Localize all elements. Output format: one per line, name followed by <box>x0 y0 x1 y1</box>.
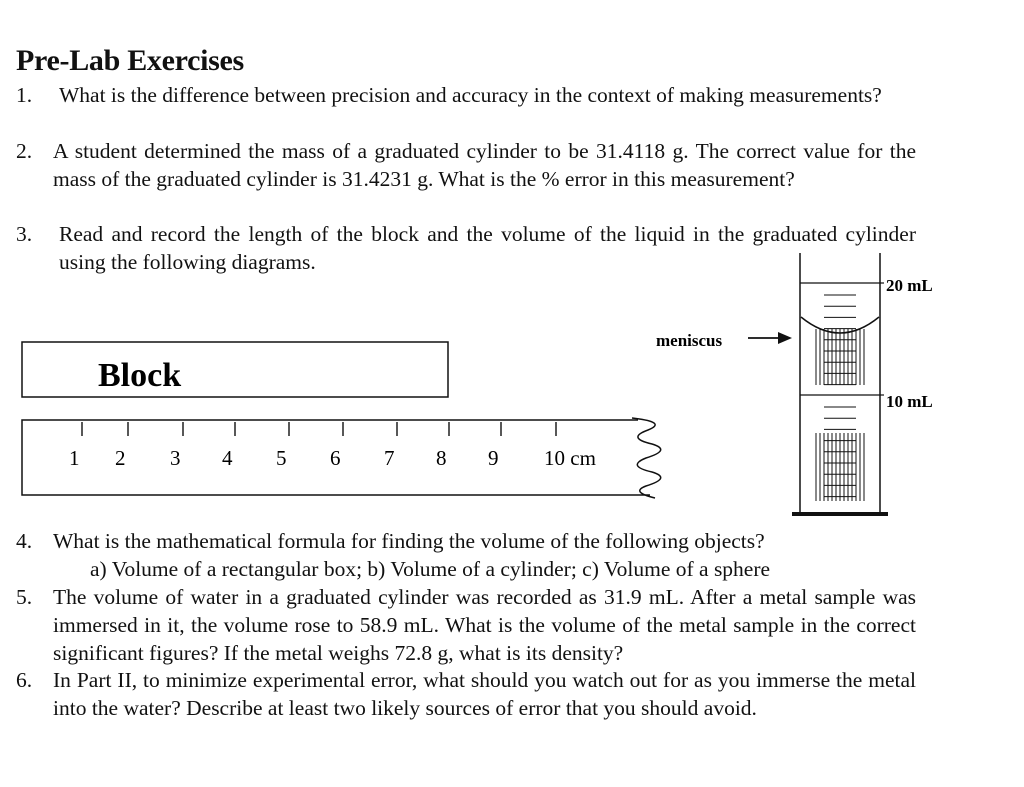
question-text: A student determined the mass of a graduated cylinder to be 31.4118 g. The correct value for the mass of the graduated cylinder is 31.4231 g. What is the % error in this measurement? <box>53 139 916 191</box>
meniscus-label: meniscus <box>656 331 723 350</box>
question-text: Read and record the length of the block and the volume of the liquid in the graduated cylinder using the following diagrams. <box>59 222 916 274</box>
question-4 <box>16 527 916 555</box>
ruler-tick-label: 6 <box>330 446 341 470</box>
ruler-tick-label: 1 <box>69 446 80 470</box>
question-number: 2. <box>16 139 33 163</box>
question-2 <box>16 137 916 193</box>
ruler-tick-label: 8 <box>436 446 447 470</box>
question-text: The volume of water in a graduated cylinder was recorded as 31.9 mL. After a metal sample was immersed in it, the volume rose to 58.9 mL. What is the volume of the metal sample in the correct significant figures? If the metal weighs 72.8 g, what is its density? <box>53 585 916 665</box>
volume-label-20ml: 20 mL <box>886 276 933 295</box>
question-number: 4. <box>16 529 33 553</box>
ruler-tick-label: 3 <box>170 446 181 470</box>
block-shape <box>22 342 448 397</box>
question-number: 3. <box>16 222 33 246</box>
question-number: 5. <box>16 585 33 609</box>
volume-label-10ml: 10 mL <box>886 392 933 411</box>
ruler-tick-label: 2 <box>115 446 126 470</box>
ruler-tick-label: 5 <box>276 446 287 470</box>
question-text: In Part II, to minimize experimental error, what should you watch out for as you immerse the metal into the water? Describe at least two likely sources of error that you should avoid. <box>53 668 916 720</box>
ruler-tick-label: 9 <box>488 446 499 470</box>
graduated-cylinder-diagram <box>640 245 960 520</box>
question-5 <box>16 583 916 667</box>
question-number: 6. <box>16 668 33 692</box>
ruler-tick-label: 10 cm <box>544 446 596 470</box>
ruler-tick-label: 7 <box>384 446 395 470</box>
block-label: Block <box>98 357 182 394</box>
question-text: What is the difference between precision and accuracy in the context of making measurements? <box>59 83 882 107</box>
meniscus-arrow-head <box>778 332 792 344</box>
question-1 <box>16 81 916 109</box>
ruler-tick-label: 4 <box>222 446 233 470</box>
question-4-subparts: a) Volume of a rectangular box; b) Volume of a cylinder; c) Volume of a sphere <box>90 557 771 581</box>
block-ruler-diagram <box>0 330 680 510</box>
question-6 <box>16 666 916 722</box>
question-text: What is the mathematical formula for finding the volume of the following objects? <box>53 529 765 553</box>
question-number: 1. <box>16 83 33 107</box>
page-title: Pre-Lab Exercises <box>16 44 244 77</box>
